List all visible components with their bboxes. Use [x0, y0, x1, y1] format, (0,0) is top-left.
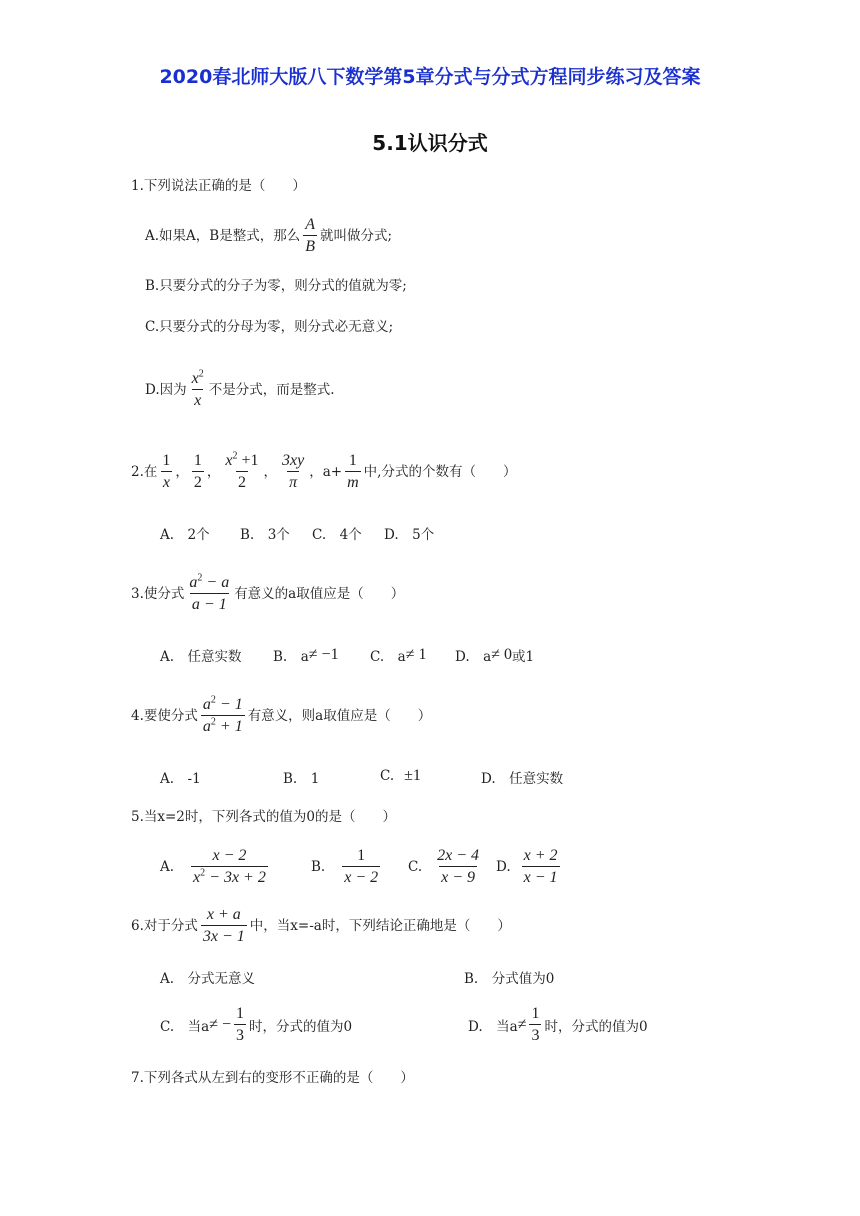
- fraction-numerator: 1: [531, 1005, 540, 1022]
- q1-d-text-post: 不是分式，而是整式.: [208, 382, 335, 398]
- separator: ，: [175, 464, 189, 480]
- rest: − a: [202, 574, 230, 591]
- q1-d-text: D.因为: [145, 382, 187, 398]
- fraction-numerator: A: [305, 216, 315, 233]
- option-math: ≠: [517, 1016, 527, 1033]
- section-title: 5.1认识分式: [372, 131, 488, 155]
- question-2-option-d: D. 5个: [384, 527, 435, 543]
- fraction-numerator: 1: [348, 452, 357, 469]
- base: a: [202, 718, 211, 735]
- rest: − 1: [215, 696, 243, 713]
- option-label: C.: [408, 859, 423, 875]
- question-5-option-b: [311, 845, 383, 889]
- question-1-option-b: B.只要分式的分子为零，则分式的值就为零;: [145, 278, 407, 294]
- option-label: D. a: [455, 649, 492, 665]
- question-4-option-d: D. 任意实数: [481, 771, 564, 787]
- question-3-option-b: [273, 645, 339, 665]
- question-2-option-c: C. 4个: [312, 527, 362, 543]
- fraction-1-over-m: [345, 452, 361, 492]
- fraction-x2-over-x: [190, 370, 206, 410]
- question-6-stem: [131, 904, 511, 948]
- fraction-a2-minus-1-over-a2-plus-1: [201, 696, 245, 736]
- fraction-option-d: [522, 847, 560, 887]
- fraction-denominator: 2: [192, 471, 204, 492]
- fraction-denominator: 3x − 1: [201, 925, 247, 946]
- fraction-denominator: x: [192, 389, 203, 410]
- option-label: C. a: [370, 649, 406, 665]
- separator: ，: [309, 464, 323, 480]
- question-6-option-b: B. 分式值为0: [464, 971, 555, 987]
- option-text: D. 当a: [468, 1019, 518, 1035]
- exponent: 2: [197, 572, 203, 584]
- base: a: [202, 696, 211, 713]
- exponent: 2: [200, 867, 206, 879]
- fraction-1-over-2: [192, 452, 204, 492]
- q4-text-post: 有意义，则a取值应是（ ）: [247, 708, 432, 724]
- option-post: 或1: [511, 649, 535, 665]
- separator: ，: [263, 464, 278, 480]
- fraction-denominator: x − 9: [439, 866, 477, 887]
- fraction-1-over-3: [234, 1005, 246, 1045]
- fraction-x-plus-a-over-3x-minus-1: [201, 906, 247, 946]
- fraction-numerator: x + 2: [523, 847, 558, 864]
- fraction-numerator: 1: [193, 452, 202, 469]
- fraction-denominator: [191, 866, 268, 887]
- option-math: ≠ 1: [405, 646, 427, 663]
- option-text: C. 当a: [160, 1019, 210, 1035]
- fraction-3xy-over-pi: [280, 452, 306, 492]
- option-label: B. a: [273, 649, 309, 665]
- question-7-stem: 7.下列各式从左到右的变形不正确的是（ ）: [131, 1070, 414, 1086]
- fraction-numerator: x − 2: [212, 847, 247, 864]
- question-6-option-c: [160, 1003, 352, 1047]
- question-1-option-d: [145, 368, 335, 412]
- base: x: [193, 869, 201, 886]
- q3-text-pre: 3.使分式: [131, 586, 185, 602]
- question-4-option-a: A. -1: [160, 771, 201, 787]
- fraction-denominator: 3: [529, 1024, 541, 1045]
- exponent: 2: [210, 694, 216, 706]
- option-label: C.: [380, 768, 395, 784]
- q2-a-plus: a+: [322, 464, 343, 480]
- fraction-numerator: [223, 452, 260, 471]
- fraction-denominator: m: [345, 471, 361, 492]
- fraction-denominator: a − 1: [190, 593, 229, 614]
- fraction-numerator: 1: [162, 452, 171, 469]
- option-math: ±1: [404, 767, 421, 784]
- fraction-option-a: [191, 847, 268, 887]
- document-title: 2020春北师大版八下数学第5章分式与分式方程同步练习及答案: [159, 66, 701, 88]
- rest: − 3x + 2: [205, 869, 266, 886]
- fraction-denominator: B: [303, 235, 317, 256]
- q1-a-text: A.如果A，B是整式，那么: [145, 228, 301, 244]
- fraction-denominator: [201, 715, 245, 736]
- base: a: [189, 574, 198, 591]
- rest: + 1: [215, 718, 243, 735]
- question-6-option-d: [468, 1003, 648, 1047]
- question-5-option-c: [408, 845, 484, 889]
- fraction-1-over-3: [529, 1005, 541, 1045]
- question-2-stem: [131, 450, 516, 494]
- fraction-denominator: x − 1: [522, 866, 560, 887]
- fraction-a-over-b: [303, 216, 317, 256]
- exponent: 2: [210, 716, 216, 728]
- fraction-denominator: x − 2: [342, 866, 380, 887]
- question-1-stem: 1.下列说法正确的是（ ）: [131, 178, 306, 194]
- q2-text-pre: 2.在: [131, 464, 158, 480]
- question-1-option-a: [145, 216, 392, 256]
- question-4-stem: [131, 694, 431, 738]
- question-3-option-a: A. 任意实数: [160, 649, 242, 665]
- option-label: A.: [160, 859, 175, 875]
- question-5-option-a: [160, 845, 271, 889]
- fraction-numerator: 3xy: [282, 452, 305, 469]
- fraction-denominator: x: [161, 471, 172, 492]
- fraction-numerator: [201, 696, 245, 715]
- exponent: 2: [232, 450, 238, 462]
- fraction-denominator: 3: [234, 1024, 246, 1045]
- option-math: ≠ −1: [308, 646, 339, 663]
- fraction-numerator: 1: [236, 1005, 245, 1022]
- option-label: D.: [496, 859, 511, 875]
- q3-text-post: 有意义的a取值应是（ ）: [234, 586, 405, 602]
- fraction-numerator: [187, 574, 231, 593]
- option-text-post: 时，分式的值为0: [544, 1019, 648, 1035]
- base: x: [225, 452, 233, 469]
- q6-text-pre: 6.对于分式: [131, 918, 198, 934]
- question-4-option-b: B. 1: [283, 771, 320, 787]
- question-3-option-d: [455, 645, 534, 665]
- fraction-numerator: 1: [357, 847, 366, 864]
- fraction-1-over-x: [160, 452, 172, 492]
- q2-text-post: 中,分式的个数有（ ）: [363, 464, 517, 480]
- option-label: B.: [311, 859, 326, 875]
- fraction-denominator: 2: [236, 471, 248, 492]
- option-math: ≠ 0: [491, 646, 512, 663]
- rest: +1: [237, 452, 259, 469]
- q1-a-text-post: 就叫做分式;: [320, 228, 393, 244]
- separator: ，: [206, 464, 221, 480]
- base: x: [191, 370, 199, 387]
- fraction-denominator: π: [287, 471, 299, 492]
- question-3-option-c: [370, 645, 426, 665]
- fraction-option-c: [435, 847, 481, 887]
- question-2-option-b: B. 3个: [240, 527, 290, 543]
- question-1-option-c: C.只要分式的分母为零，则分式必无意义;: [145, 319, 394, 335]
- question-4-option-c: [380, 767, 421, 785]
- q4-text-pre: 4.要使分式: [131, 708, 198, 724]
- question-6-option-a: A. 分式无意义: [160, 971, 256, 987]
- question-5-option-d: [496, 845, 563, 889]
- fraction-numerator: 2x − 4: [437, 847, 480, 864]
- exponent: 2: [198, 368, 204, 380]
- q6-text-post: 中，当x=-a时，下列结论正确地是（ ）: [249, 918, 511, 934]
- option-math: ≠ −: [209, 1016, 232, 1033]
- question-3-stem: [131, 572, 404, 616]
- question-2-option-a: A. 2个: [160, 527, 210, 543]
- option-text-post: 时，分式的值为0: [249, 1019, 353, 1035]
- fraction-x2plus1-over-2: [223, 452, 260, 492]
- fraction-numerator: [190, 370, 206, 389]
- fraction-option-b: [342, 847, 380, 887]
- question-5-stem: 5.当x=2时，下列各式的值为0的是（ ）: [131, 809, 396, 825]
- fraction-numerator: x + a: [206, 906, 241, 923]
- fraction-a2-minus-a-over-a-minus-1: [187, 574, 231, 614]
